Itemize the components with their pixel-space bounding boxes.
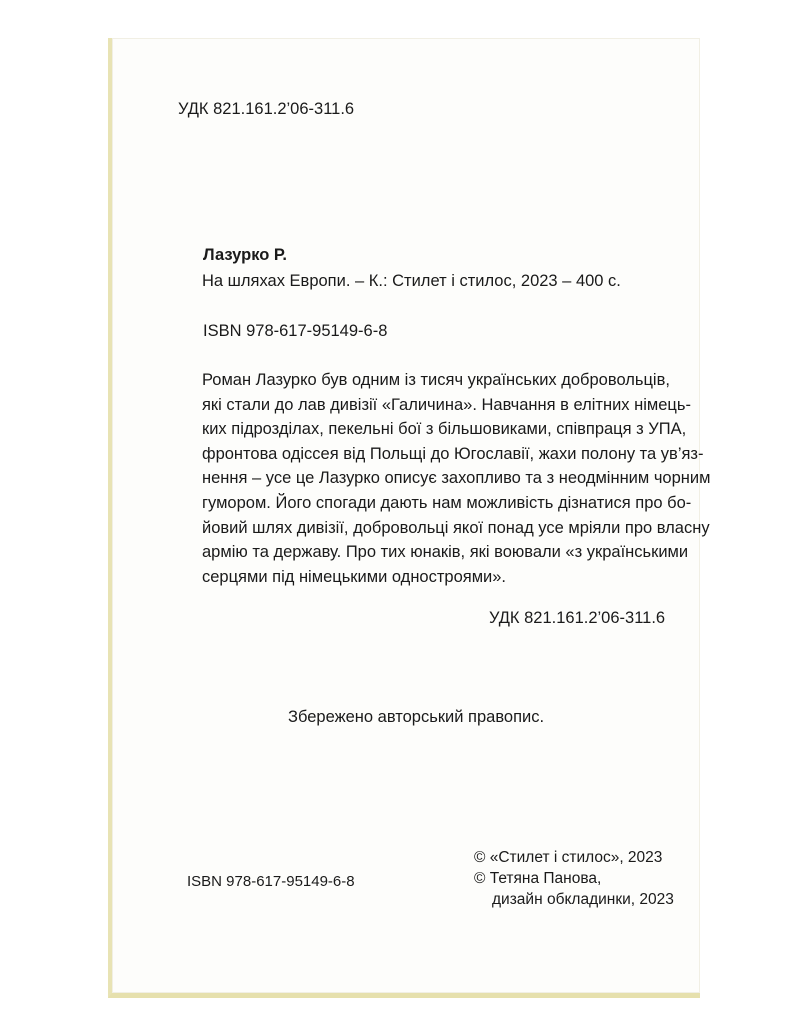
- copyright-block: [474, 847, 674, 910]
- abstract-line: фронтова одіссея від Польщі до Югославії, жахи полону та ув’яз-: [202, 444, 704, 463]
- abstract-line: Роман Лазурко був одним із тисяч українських добровольців,: [202, 371, 670, 389]
- spelling-note: Збережено авторський правопис.: [288, 708, 545, 726]
- copyright-designer: © Тетяна Панова,: [474, 870, 602, 887]
- bibliographic-title-line: На шляхах Европи. – К.: Стилет і стилос, 2023 – 400 с.: [202, 272, 621, 290]
- abstract-line: нення – усе це Лазурко описує захопливо та з неодмінним чорним: [202, 469, 711, 488]
- isbn-bottom: ISBN 978-617-95149-6-8: [187, 873, 355, 890]
- abstract-paragraph: [202, 368, 711, 589]
- abstract-line: гумором. Його спогади дають нам можливість дізнатися про бо-: [202, 493, 692, 512]
- abstract-line: які стали до лав дивізії «Галичина». Навчання в елітних німець-: [202, 395, 691, 414]
- udk-code-bottom: УДК 821.161.2’06-311.6: [489, 609, 666, 627]
- udk-code-top: УДК 821.161.2’06-311.6: [178, 100, 355, 118]
- abstract-line: армію та державу. Про тих юнаків, які воювали «з українськими: [202, 543, 689, 562]
- abstract-line: йовий шлях дивізії, добровольці якої понад усе мріяли про власну: [202, 518, 710, 537]
- copyright-designer-role: дизайн обкладинки, 2023: [492, 891, 674, 908]
- abstract-line: ких підрозділах, пекельні бої з більшовиками, співпраця з УПА,: [202, 420, 687, 439]
- author-name: Лазурко Р.: [203, 246, 288, 264]
- copyright-publisher: © «Стилет і стилос», 2023: [474, 849, 663, 866]
- abstract-line: серцями під німецькими одностроями».: [202, 567, 507, 586]
- isbn-top: ISBN 978-617-95149-6-8: [203, 322, 388, 340]
